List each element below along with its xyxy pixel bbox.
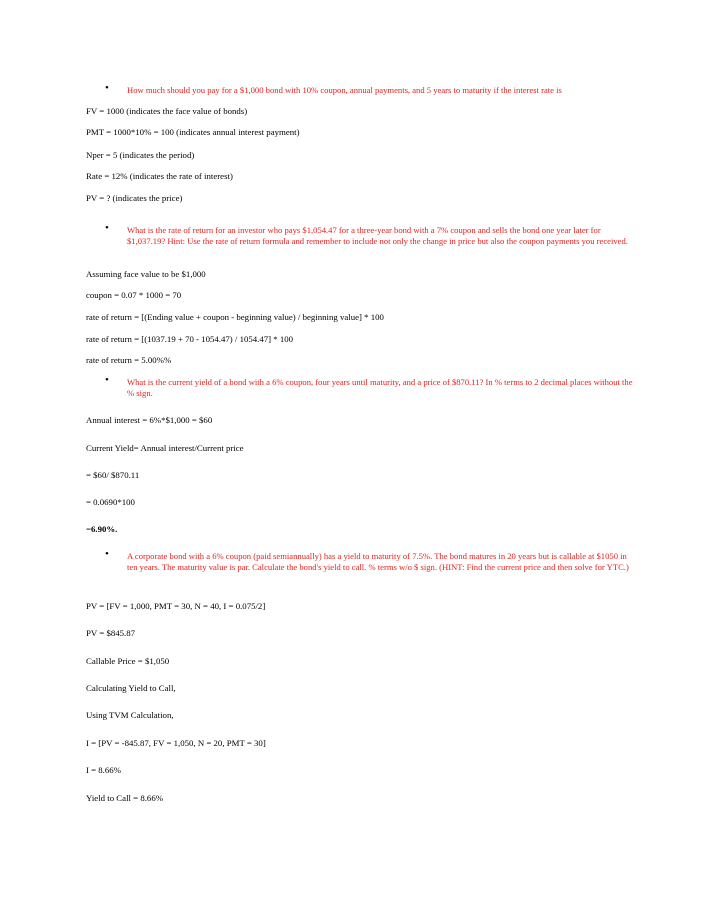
bullet-icon: • <box>105 222 109 234</box>
answer-line: Current Yield= Annual interest/Current price <box>86 443 244 453</box>
answer-line: Yield to Call = 8.66% <box>86 793 164 803</box>
answer-line: Annual interest = 6%*$1,000 = $60 <box>86 415 213 425</box>
answer-line <box>86 524 117 535</box>
answer-line: FV = 1000 (indicates the face value of bonds) <box>86 106 248 116</box>
question-3-text: What is the current yield of a bond with a 6% coupon, four years until maturity, and a price of $870.11? In % terms to 2 decimal places without the % sign. <box>127 377 633 399</box>
answer-line: PV = [FV = 1,000, PMT = 30, N = 40, I = 0.075/2] <box>86 601 266 611</box>
answer-line: Using TVM Calculation, <box>86 710 174 720</box>
answer-line: PMT = 1000*10% = 100 (indicates annual interest payment) <box>86 127 300 137</box>
answer-line: Assuming face value to be $1,000 <box>86 269 206 279</box>
current-yield-result: 6.90%. <box>90 524 118 534</box>
answer-line: rate of return = [(Ending value + coupon - beginning value) / beginning value] * 100 <box>86 312 384 322</box>
bullet-icon: • <box>105 82 109 94</box>
answer-line: I = 8.66% <box>86 765 122 775</box>
answer-line: PV = $845.87 <box>86 628 136 638</box>
question-4-text: A corporate bond with a 6% coupon (paid semiannually) has a yield to maturity of 7.5%. The bond matures in 20 years but is callable at $1050 in ten years. The maturity value is par. Calculate the bond's yield to call. % terms w/o $ sign. (HINT: Find the current price and then solve for YTC.) <box>127 551 629 573</box>
question-1 <box>105 82 637 96</box>
answer-line: Nper = 5 (indicates the period) <box>86 150 195 160</box>
question-4 <box>105 548 637 573</box>
bullet-icon: • <box>105 548 109 560</box>
equals-sign: = <box>86 524 91 534</box>
answer-line: I = [PV = -845.87, FV = 1,050, N = 20, PMT = 30] <box>86 738 266 748</box>
answer-line: rate of return = 5.00%% <box>86 355 172 365</box>
bullet-icon: • <box>105 374 109 386</box>
answer-line: Rate = 12% (indicates the rate of interest) <box>86 171 233 181</box>
answer-line: PV = ? (indicates the price) <box>86 193 183 203</box>
answer-line: coupon = 0.07 * 1000 = 70 <box>86 290 182 300</box>
answer-line: = 0.0690*100 <box>86 497 135 507</box>
question-2 <box>105 222 637 247</box>
answer-line: rate of return = [(1037.19 + 70 - 1054.47) / 1054.47] * 100 <box>86 334 294 344</box>
answer-line: = $60/ $870.11 <box>86 470 140 480</box>
question-2-text: What is the rate of return for an investor who pays $1,054.47 for a three-year bond with a 7% coupon and sells the bond one year later for $1,037.19? Hint: Use the rate of return formula and remember to include not only the change in price but also the coupon payments you received. <box>127 225 628 247</box>
answer-line: Calculating Yield to Call, <box>86 683 176 693</box>
question-1-text: How much should you pay for a $1,000 bond with 10% coupon, annual payments, and 5 years to maturity if the interest rate is <box>127 85 562 95</box>
answer-line: Callable Price = $1,050 <box>86 656 170 666</box>
question-3 <box>105 374 637 399</box>
